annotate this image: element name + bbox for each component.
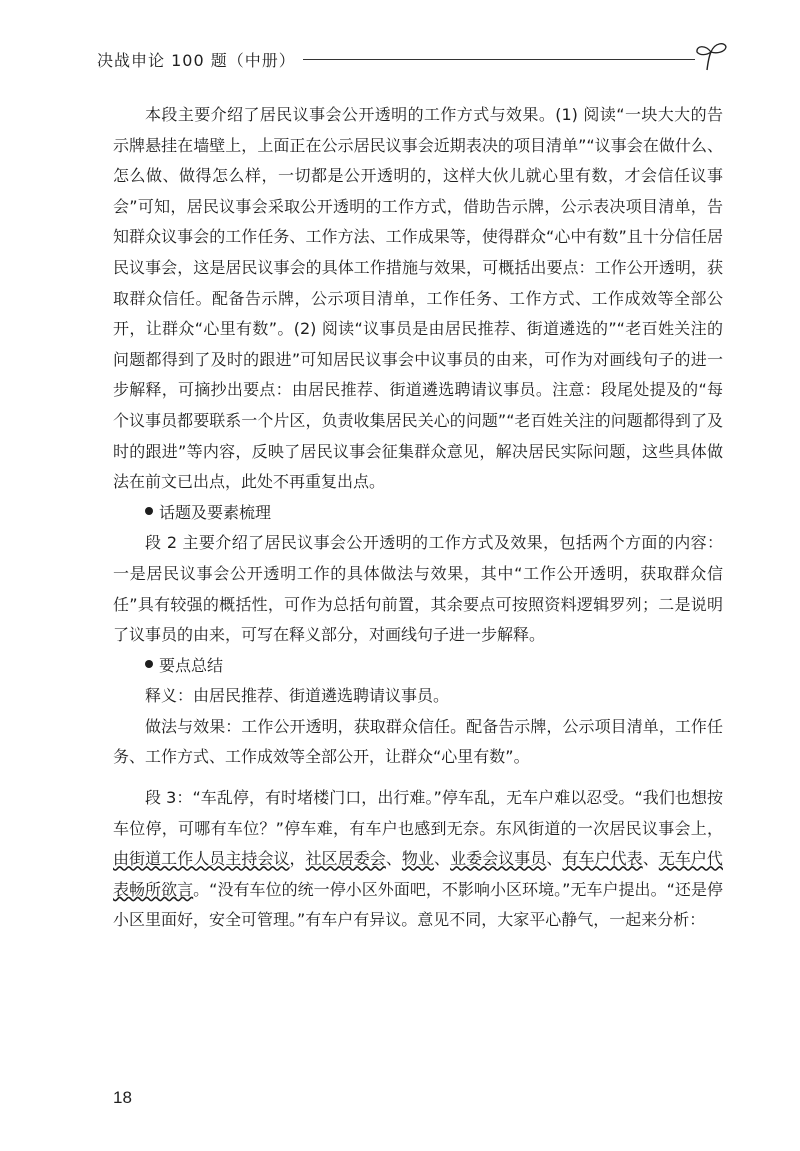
running-header [97, 40, 730, 74]
section-heading-summary: 要点总结 [113, 651, 723, 682]
page-number: 18 [113, 1088, 132, 1107]
book-title: 决战申论 100 题（中册） [97, 51, 296, 70]
sprout-icon [691, 40, 729, 72]
spacer [113, 773, 723, 783]
underlined-phrase: 业委会议事员 [450, 849, 547, 869]
passage-paragraph: 段 3：“车乱停，有时堵楼门口，出行难。”停车乱，无车户难以忍受。“我们也想按车位停，可哪有车位？”停车难，有车户也感到无奈。东风街道的一次居民议事会上，由街道工作人员主持会议，社区居委会、物业、业委会议事员、有车户代表、无车户代表畅所欲言。“没有车位的统一停小区外面吧，不影响小区环境。”无车户提出。“还是停小区里面好，安全可管理。”有车户有异议。意见不同，大家平心静气，一起来分析： [113, 788, 723, 930]
bullet-icon [145, 507, 153, 515]
section-heading-topic: 话题及要素梳理 [113, 498, 723, 529]
definition-paragraph: 释义：由居民推荐、街道遴选聘请议事员。 [145, 686, 450, 706]
bullet-icon [145, 660, 153, 668]
method-paragraph: 做法与效果：工作公开透明，获取群众信任。配备告示牌，公示项目清单，工作任务、工作方式、工作成效等全部公开，让群众“心里有数”。 [113, 716, 723, 767]
topic-paragraph: 段 2 主要介绍了居民议事会公开透明的工作方式及效果，包括两个方面的内容：一是居民议事会公开透明工作的具体做法与效果，其中“工作公开透明，获取群众信任”具有较强的概括性，可作为总括句前置，其余要点可按照资料逻辑罗列；二是说明了议事员的由来，可写在释义部分，对画线句子进一步解释。 [113, 533, 723, 645]
underlined-phrase: 物业 [401, 849, 435, 869]
header-rule [303, 59, 695, 60]
underlined-phrase: 社区居委会 [305, 849, 386, 869]
analysis-paragraph: 本段主要介绍了居民议事会公开透明的工作方式与效果。(1) 阅读“一块大大的告示牌悬挂在墙壁上，上面正在公示居民议事会近期表决的项目清单”“议事会在做什么、怎么做、做得怎么样，一切都是公开透明的，这样大伙儿就心里有数，才会信任议事会”可知，居民议事会采取公开透明的工作方式，借助告示牌，公示表决项目清单，告知群众议事会的工作任务、工作方法、工作成果等，使得群众“心中有数”且十分信任居民议事会，这是居民议事会的具体工作措施与效果，可概括出要点：工作公开透明，获取群众信任。配备告示牌，公示项目清单，工作任务、工作方式、工作成效等全部公开，让群众“心里有数”。(2) 阅读“议事员是由居民推荐、街道遴选的”“老百姓关注的问题都得到了及时的跟进”可知居民议事会中议事员的由来，可作为对画线句子的进一步解释，可摘抄出要点：由居民推荐、街道遴选聘请议事员。注意：段尾处提及的“每个议事员都要联系一个片区，负责收集居民关心的问题”“老百姓关注的问题都得到了及时的跟进”等内容，反映了居民议事会征集群众意见，解决居民实际问题，这些具体做法在前文已出点，此处不再重复出点。 [113, 105, 723, 492]
underlined-phrase: 有车户代表 [562, 849, 643, 869]
body-text [113, 100, 723, 936]
underlined-phrase: 无车户代表畅所欲言 [113, 849, 723, 899]
underlined-phrase: 由街道工作人员主持会议 [113, 849, 290, 869]
